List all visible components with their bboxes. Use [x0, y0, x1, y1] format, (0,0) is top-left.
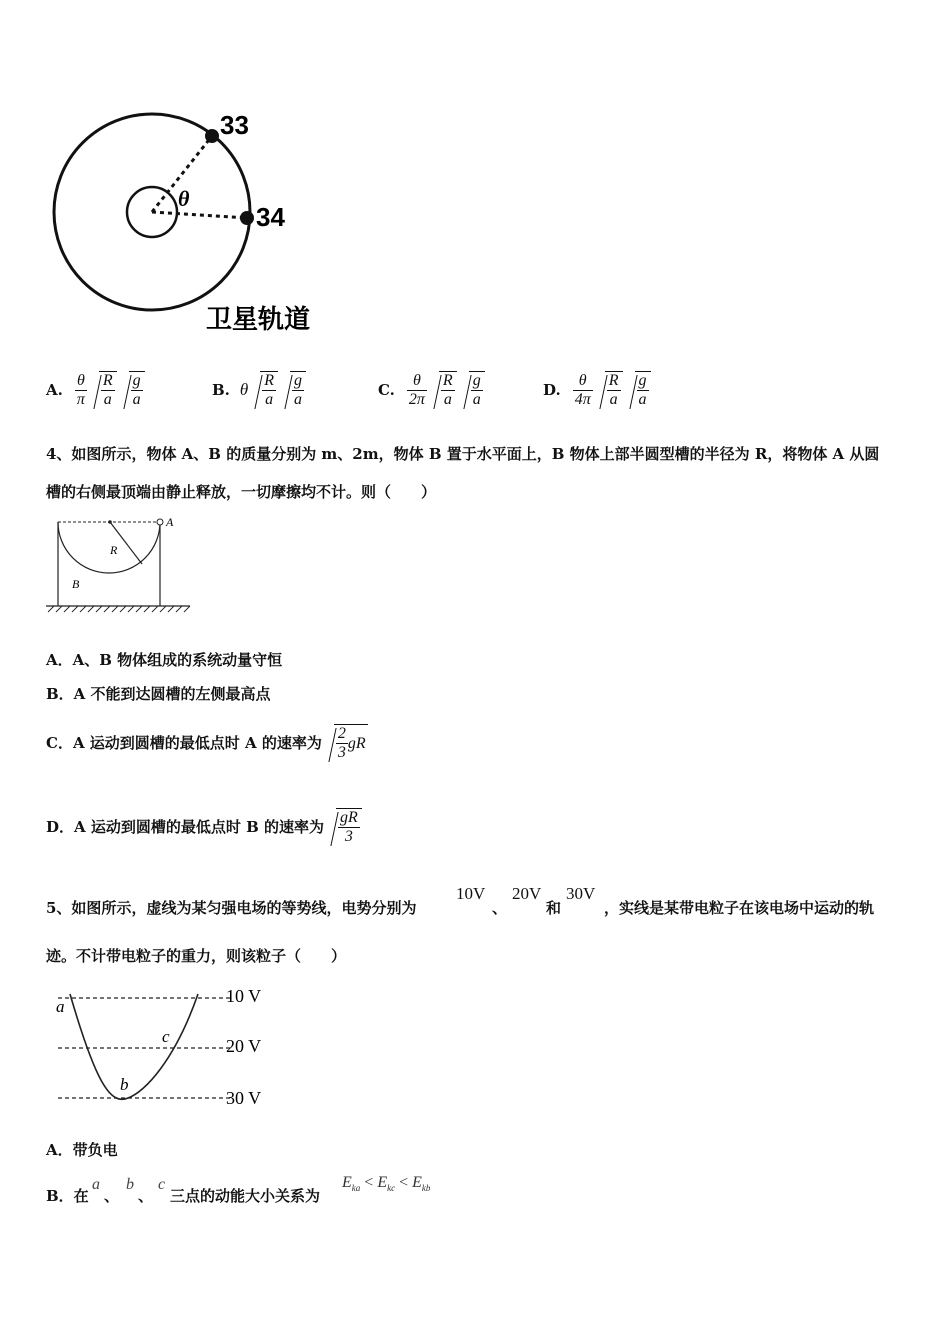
point-a: a: [92, 1176, 100, 1193]
sqrt-r-over-a: $\frac{R}{a}$: [593, 371, 623, 409]
sqrt-r-over-a: $\frac{R}{a}$: [248, 371, 278, 409]
q3-option-a: [46, 362, 145, 418]
q4-option-c: [46, 716, 368, 770]
q4-stem-line2: 槽的右侧最顶端由静止释放，一切摩擦均不计。则（ ）: [46, 483, 437, 501]
particle-trajectory: [70, 994, 198, 1099]
radius-to-34: [152, 212, 247, 218]
q3-option-d: [543, 362, 651, 418]
point-c: c: [158, 1176, 166, 1193]
sep: 、: [104, 1187, 120, 1205]
label-20v: 20 V: [226, 1036, 262, 1056]
opt-mid: 三点的动能大小关系为: [170, 1187, 321, 1205]
label-b: B: [72, 577, 80, 591]
sqrt-g-over-a: $\frac{g}{a}$: [457, 371, 485, 409]
q4-option-d: [46, 800, 362, 854]
orbit-caption: 卫星轨道: [206, 305, 311, 335]
and: 和: [546, 899, 562, 917]
stem-text-b: ，实线是某带电粒子在该电场中运动的轨: [604, 899, 875, 917]
label-33: 33: [220, 110, 249, 140]
sep: 、: [138, 1187, 154, 1205]
q4-option-a: A．A、B 物体组成的系统动量守恒: [46, 651, 283, 669]
q5-option-a: A．带负电: [46, 1141, 118, 1159]
fraction: $\frac{\theta}{\pi}$: [76, 371, 85, 408]
ground-hatching: [48, 606, 190, 612]
q5-stem-line2: 迹。不计带电粒子的重力，则该粒子（ ）: [46, 947, 347, 965]
theta-label: θ: [178, 186, 190, 211]
sqrt-expression: $\frac{gR}{3}$: [324, 808, 362, 846]
label-a: A: [166, 515, 174, 529]
theta: θ: [239, 380, 249, 399]
sep: 、: [492, 899, 508, 917]
label-r: R: [110, 543, 118, 557]
label-10v: 10 V: [226, 986, 262, 1006]
sqrt-g-over-a: $\frac{g}{a}$: [117, 371, 145, 409]
opt-prefix: B．在: [46, 1187, 89, 1205]
semicircle-groove: [58, 522, 160, 573]
label-30v: 30 V: [226, 1088, 262, 1108]
option-letter: C.: [378, 381, 395, 399]
option-text: D．A 运动到圆槽的最低点时 B 的速率为: [46, 818, 324, 836]
q3-option-c: [378, 362, 485, 418]
potential-10v: 10V: [456, 884, 486, 903]
sqrt-expression: $\frac{2}{3}$ gR: [322, 724, 368, 762]
q5-equipotential-figure: [50, 980, 280, 1110]
fraction: $\frac{\theta}{2\pi}$: [408, 371, 425, 408]
q4-stem-line1: 4、如图所示，物体 A、B 的质量分别为 m、2m，物体 B 置于水平面上，B 物体上部半圆型槽的半径为 R，将物体 A 从圆: [46, 445, 880, 463]
potential-30v: 30V: [566, 884, 596, 903]
option-letter: B.: [212, 381, 230, 399]
option-letter: A.: [46, 381, 63, 399]
label-34: 34: [256, 202, 285, 232]
sqrt-r-over-a: $\frac{R}{a}$: [427, 371, 457, 409]
fraction: $\frac{\theta}{4\pi}$: [574, 371, 591, 408]
q5-stem-line1: [46, 880, 916, 920]
q4-groove-figure: [44, 512, 194, 616]
center-dot: [108, 520, 112, 524]
object-a: [157, 519, 163, 525]
satellite-34: [240, 211, 254, 225]
sqrt-g-over-a: $\frac{g}{a}$: [623, 371, 651, 409]
sqrt-r-over-a: $\frac{R}{a}$: [87, 371, 117, 409]
point-b: b: [126, 1176, 134, 1193]
option-text: C．A 运动到圆槽的最低点时 A 的速率为: [46, 734, 322, 752]
potential-20v: 20V: [512, 884, 542, 903]
point-c: c: [162, 1027, 170, 1046]
q4-option-b: B．A 不能到达圆槽的左侧最高点: [46, 685, 271, 703]
option-letter: D.: [543, 381, 561, 399]
point-a: a: [56, 997, 65, 1016]
q5-option-b: [46, 1172, 646, 1212]
satellite-orbit-figure: [50, 100, 350, 340]
satellite-33: [205, 129, 219, 143]
q3-option-b: [212, 362, 306, 418]
energy-relation: $E_{ka} < E_{kc} < E_{kb}$: [342, 1174, 431, 1194]
sqrt-g-over-a: $\frac{g}{a}$: [278, 371, 306, 409]
point-b: b: [120, 1075, 129, 1094]
stem-text-a: 5、如图所示，虚线为某匀强电场的等势线，电势分别为: [46, 899, 417, 917]
